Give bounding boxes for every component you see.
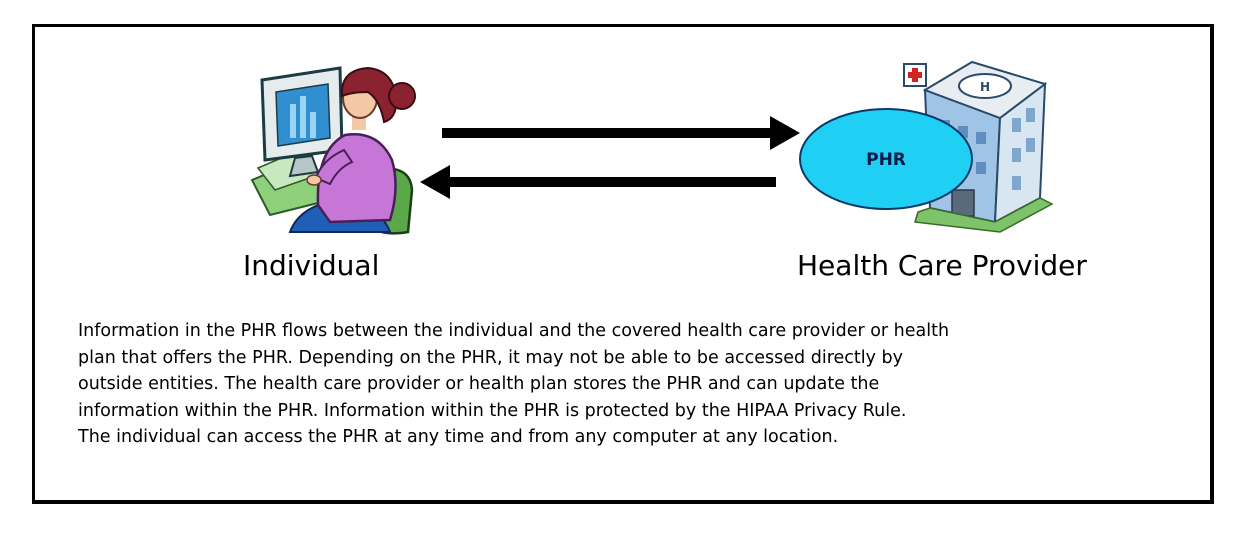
provider-label: Health Care Provider bbox=[797, 249, 1087, 282]
caption-line: plan that offers the PHR. Depending on the PHR, it may not be able to be accessed directly by bbox=[78, 347, 904, 368]
caption-line: outside entities. The health care provider or health plan stores the PHR and can update the bbox=[78, 374, 880, 394]
phr-bubble bbox=[800, 109, 972, 209]
woman-at-computer-icon bbox=[252, 68, 415, 233]
caption-text bbox=[78, 318, 1188, 451]
caption-line: Information in the PHR flows between the individual and the covered health care provider or health bbox=[78, 321, 950, 341]
arrow-to-individual bbox=[420, 165, 776, 199]
svg-text:H: H bbox=[979, 80, 991, 94]
individual-label: Individual bbox=[243, 249, 380, 282]
caption-line: The individual can access the PHR at any time and from any computer at any location. bbox=[78, 427, 839, 447]
caption-line: information within the PHR. Information within the PHR is protected by the HIPAA Privacy Rule. bbox=[78, 400, 907, 421]
arrow-to-provider bbox=[442, 116, 800, 150]
phr-bubble-label: PHR bbox=[866, 150, 906, 170]
